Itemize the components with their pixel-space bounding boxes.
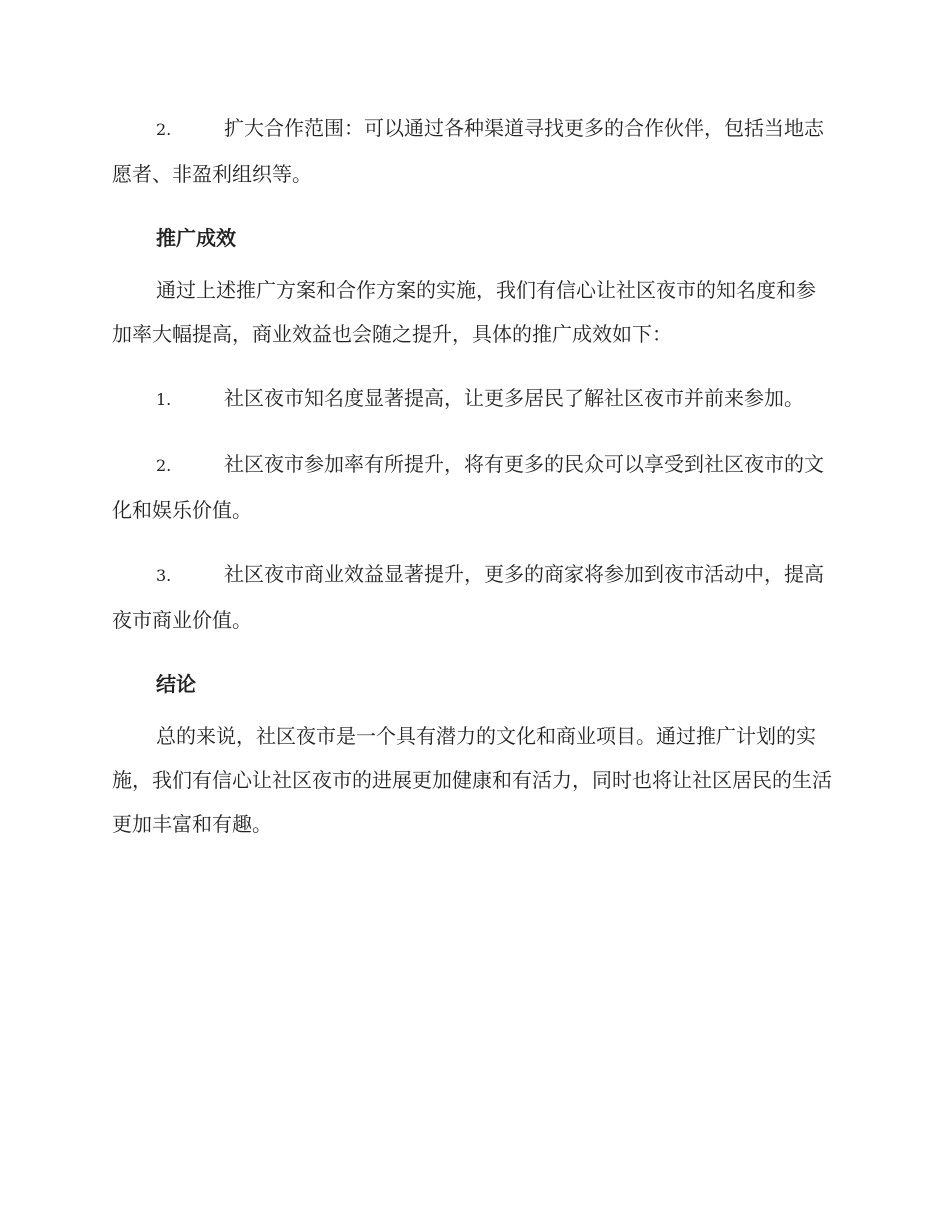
- document-page: [112, 106, 832, 866]
- list-number: 2.: [156, 120, 172, 139]
- list-number: 3.: [156, 566, 172, 585]
- list-item: [112, 552, 832, 642]
- list-item: [112, 106, 832, 196]
- list-item: [112, 442, 832, 532]
- section-heading-conclusion: 结论: [156, 672, 196, 696]
- section-heading-results: 推广成效: [156, 226, 236, 250]
- list-item: [112, 376, 832, 422]
- list-number: 1.: [156, 390, 172, 409]
- results-paragraph: 通过上述推广方案和合作方案的实施，我们有信心让社区夜市的知名度和参加率大幅提高，商业效益也会随之提升，具体的推广成效如下：: [112, 278, 816, 346]
- list-text: 扩大合作范围：可以通过各种渠道寻找更多的合作伙伴，包括当地志愿者、非盈利组织等。: [112, 116, 824, 186]
- list-number: 2.: [156, 456, 172, 475]
- list-text: 社区夜市商业效益显著提升，更多的商家将参加到夜市活动中，提高夜市商业价值。: [112, 562, 824, 632]
- conclusion-paragraph: 总的来说，社区夜市是一个具有潜力的文化和商业项目。通过推广计划的实施，我们有信心让社区夜市的进展更加健康和有活力，同时也将让社区居民的生活更加丰富和有趣。: [112, 724, 832, 836]
- list-text: 社区夜市知名度显著提高，让更多居民了解社区夜市并前来参加。: [224, 386, 804, 410]
- list-text: 社区夜市参加率有所提升，将有更多的民众可以享受到社区夜市的文化和娱乐价值。: [112, 452, 824, 522]
